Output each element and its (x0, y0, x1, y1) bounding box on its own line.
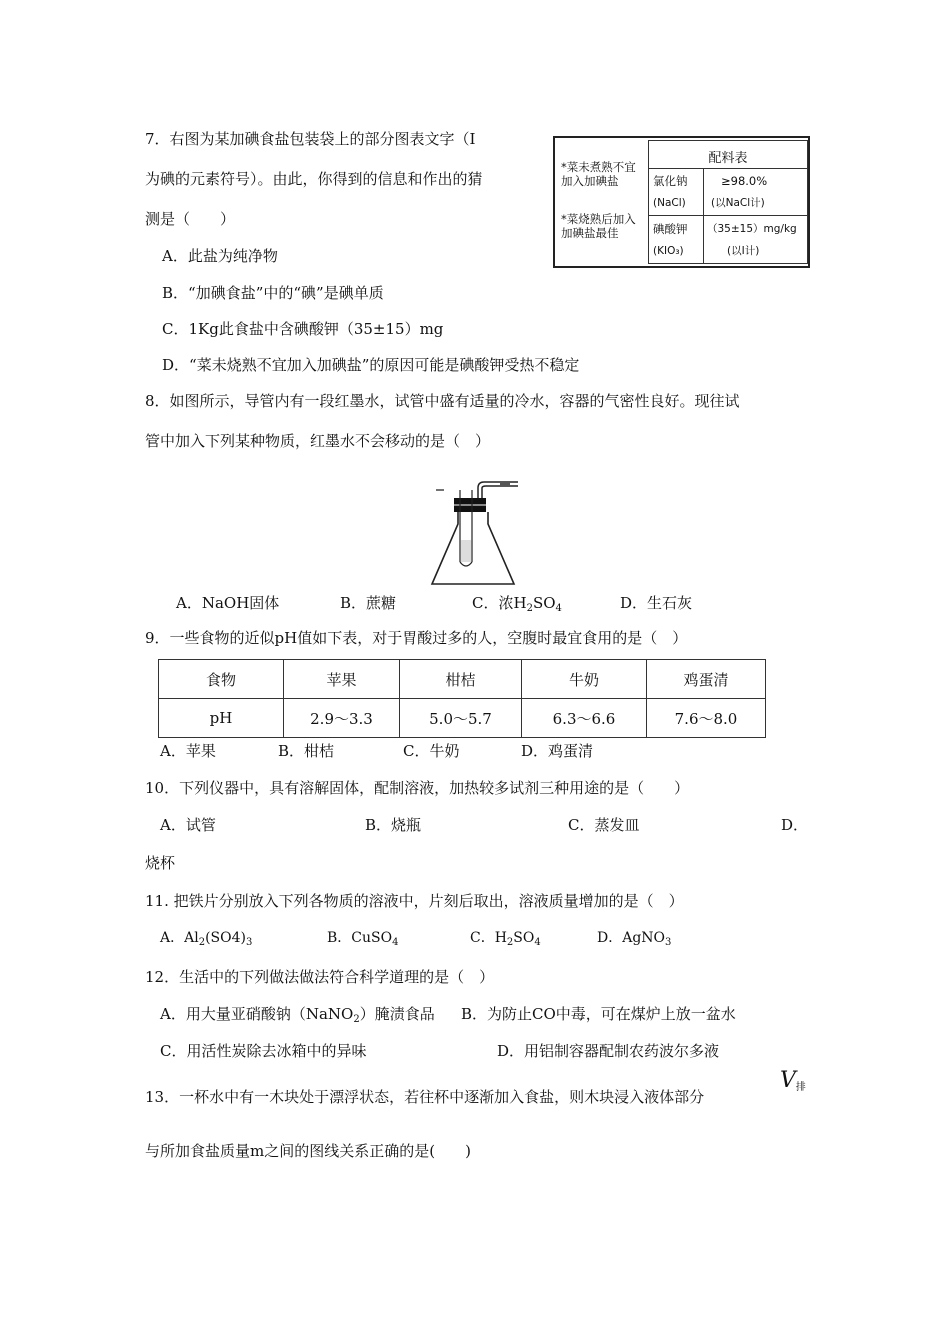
q8-option-d: D．生石灰 (620, 594, 693, 612)
q11-option-d: D．AgNO$_3$ (597, 930, 672, 948)
ingredient-row2-value: （35±15）mg/kg (707, 223, 797, 235)
q10-option-b: B．烧瓶 (365, 816, 422, 834)
table-cell: 6.3～6.6 (522, 699, 647, 738)
q12-option-d: D．用铝制容器配制农药波尔多液 (497, 1042, 720, 1060)
q7-option-c: C．1Kg此食盐中含碘酸钾（35±15）mg (162, 320, 444, 338)
q7-line3: 测是（ ） (145, 210, 236, 228)
divider (649, 215, 807, 216)
q12-option-c: C．用活性炭除去冰箱中的异味 (160, 1042, 367, 1060)
q8-option-a: A．NaOH固体 (176, 594, 280, 612)
q8-line1: 8．如图所示，导管内有一段红墨水，试管中盛有适量的冷水，容器的气密性良好。现往试 (145, 392, 740, 410)
q9-option-a: A．苹果 (160, 742, 216, 760)
q7-line2: 为碘的元素符号）。由此，你得到的信息和作出的猜 (145, 170, 483, 188)
q12-option-a: A．用大量亚硝酸钠（NaNO$_2$）腌渍食品 (160, 1005, 435, 1025)
table-cell: 2.9～3.3 (284, 699, 400, 738)
q11-line1: 11. 把铁片分别放入下列各物质的溶液中，片刻后取出，溶液质量增加的是（ ） (145, 892, 684, 910)
q7-line1: 7．右图为某加碘食盐包装袋上的部分图表文字（I (145, 130, 476, 148)
table-cell: 鸡蛋清 (647, 660, 766, 699)
table-cell: 7.6～8.0 (647, 699, 766, 738)
q8-line2: 管中加入下列某种物质，红墨水不会移动的是（ ） (145, 432, 491, 450)
table-cell: 食物 (159, 660, 284, 699)
table-cell: 5.0～5.7 (400, 699, 522, 738)
q9-option-c: C．牛奶 (403, 742, 460, 760)
q7-option-b: B．“加碘食盐”中的“碘”是碘单质 (162, 284, 384, 302)
ingredient-title: 配料表 (708, 151, 748, 166)
q13-line1: 13．一杯水中有一木块处于漂浮状态，若往杯中逐渐加入食盐，则木块浸入液体部分 (145, 1088, 705, 1106)
ingredient-row1-value: ≥98.0% (721, 174, 768, 188)
ph-table (158, 659, 766, 738)
ingredient-row2-unit: (以I计) (727, 245, 760, 257)
ingredient-row2-name: 碘酸钾 (653, 222, 688, 236)
table-cell: pH (159, 699, 284, 738)
table-cell: 柑桔 (400, 660, 522, 699)
table-cell: 苹果 (284, 660, 400, 699)
table-row (159, 699, 766, 738)
q13-line2: 与所加食盐质量m之间的图线关系正确的是( ) (145, 1142, 471, 1160)
q9-line1: 9．一些食物的近似pH值如下表，对于胃酸过多的人，空腹时最宜食用的是（ ） (145, 629, 688, 647)
ingredient-grid (648, 140, 808, 264)
ingredient-table (553, 136, 810, 268)
q11-option-b: B．CuSO$_4$ (327, 930, 399, 948)
q9-option-b: B．柑桔 (278, 742, 335, 760)
ingredient-row1-name: 氯化钠 (653, 174, 688, 188)
q12-option-b: B．为防止CO中毒，可在煤炉上放一盆水 (461, 1005, 736, 1023)
ingredient-row1-formula: (NaCl) (653, 197, 686, 209)
q10-option-c: C．蒸发皿 (568, 816, 640, 834)
ingredient-row1-unit: (以NaCl计) (711, 197, 765, 209)
q11-option-c: C．$H_2SO_4$ (470, 930, 541, 948)
flask-apparatus-figure (420, 472, 530, 588)
table-row (159, 660, 766, 699)
table-cell: 牛奶 (522, 660, 647, 699)
q10-option-d-continued: 烧杯 (145, 854, 176, 872)
q7-option-a: A．此盐为纯净物 (162, 247, 278, 265)
q7-option-d: D．“菜未烧熟不宜加入加碘盐”的原因可能是碘酸钾受热不稳定 (162, 356, 580, 374)
q8-option-c: C．浓$H_2SO_4$ (472, 594, 562, 614)
q13-v-symbol: $V_排$ (780, 1068, 806, 1093)
q10-option-d: D． (781, 816, 809, 834)
ingredient-note-1: *菜未煮熟不宜加入加碘盐 (561, 160, 636, 188)
ingredient-note-2: *菜烧熟后加入加碘盐最佳 (561, 212, 636, 240)
divider (649, 168, 807, 169)
ingredient-row2-formula: (KIO₃) (653, 245, 684, 257)
q10-option-a: A．试管 (160, 816, 216, 834)
q9-option-d: D．鸡蛋清 (521, 742, 594, 760)
q11-option-a: A．$Al_2(SO4)_3$ (160, 930, 253, 948)
q10-line1: 10．下列仪器中，具有溶解固体，配制溶液，加热较多试剂三种用途的是（ ） (145, 779, 690, 797)
q12-line1: 12．生活中的下列做法做法符合科学道理的是（ ） (145, 968, 495, 986)
q8-option-b: B．蔗糖 (340, 594, 397, 612)
divider (703, 168, 704, 263)
